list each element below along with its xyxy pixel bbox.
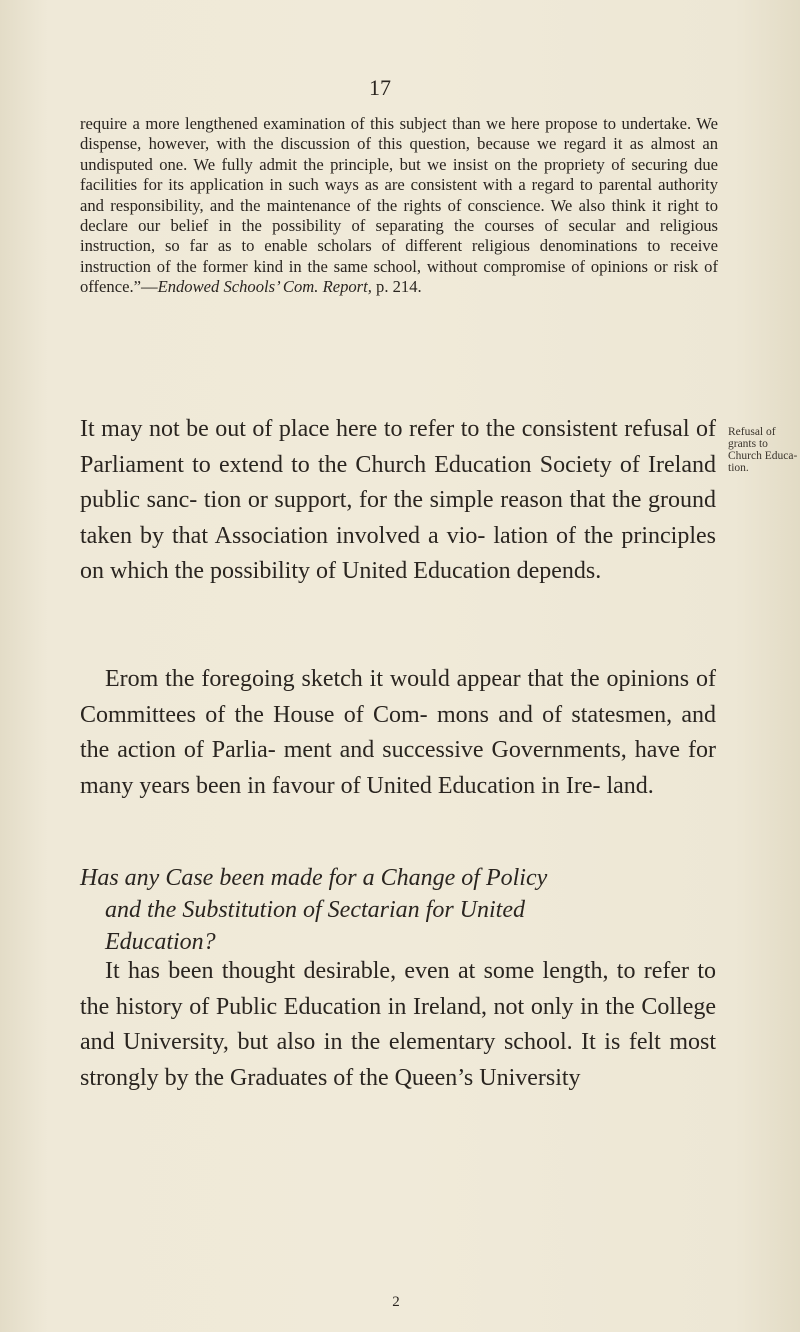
section-heading-line-1: Has any Case been made for a Change of Policy: [80, 865, 548, 891]
paragraph-history-of-education: It has been thought desirable, even at some length, to refer to the history of Public Education in Ireland, not only in the College and University, but also in the elementary school. It is felt most strongly by the Graduates of the Queen’s University: [80, 958, 716, 1091]
paragraph-refusal-of-grants: It may not be out of place here to refer to the consistent refusal of Parliament to extend to the Church Education Society of Ireland public sanc- tion or support, for the simple reason that the ground taken by that Association involved a vio- lation of the principles on which the possibility of United Education depends.: [80, 416, 716, 585]
paragraph-foregoing-sketch: Erom the foregoing sketch it would appear that the opinions of Committees of the House of Com- mons and of statesmen, and the action of Parlia- ment and successive Governments, have for many years been in favour of United Education in Ire- land.: [80, 666, 716, 799]
page-number: 17: [369, 75, 391, 100]
quote-text: require a more lengthened examination of this subject than we here propose to undertake. We dispense, however, with the discussion of this question, because we regard it as almost an undisputed one. We fully admit the principle, but we insist on the propriety of securing due facilities for its application in such ways as are consistent with a regard to parental authority and responsibility, and the maintenance of the rights of conscience. We also think it right to declare our belief in the possibility of separating the courses of secular and religious instruction, so far as to enable scholars of different religious denominations to receive instruction of the former kind in the same school, without compromise of opinions or risk of offence.”—: [80, 114, 718, 297]
section-heading-line-2: and the Substitution of Sectarian for United: [105, 897, 525, 923]
section-heading-line-3: Education?: [105, 929, 216, 955]
signature-mark: 2: [392, 1294, 400, 1310]
quoted-passage: [80, 114, 718, 298]
quote-page-ref: p. 214.: [371, 277, 422, 297]
margin-note: Refusal of grants to Church Educa- tion.: [728, 426, 798, 474]
quote-source: Endowed Schools’ Com. Report,: [157, 277, 372, 297]
section-heading: [80, 862, 730, 958]
